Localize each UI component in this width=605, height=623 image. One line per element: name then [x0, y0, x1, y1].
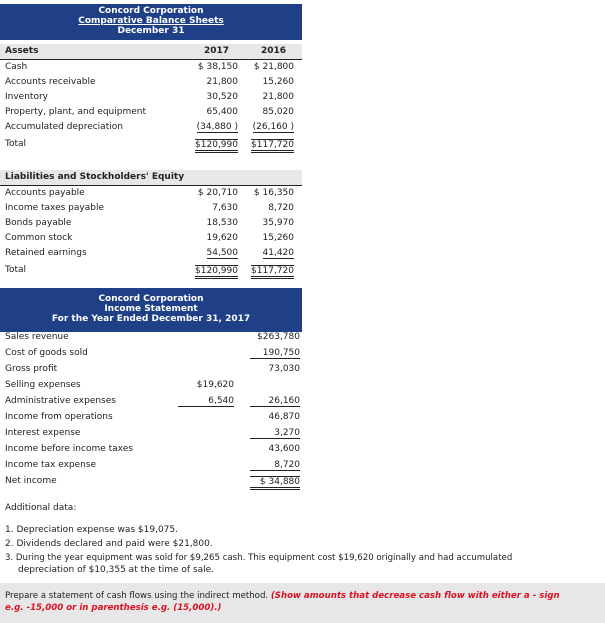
bs-value-2016: $ 16,350 — [253, 188, 294, 198]
is-row-label: Interest expense — [5, 428, 81, 438]
bs-row-label: Inventory — [5, 92, 48, 102]
bs-total-2016: $117,720 — [251, 265, 294, 279]
is-row-label: Cost of goods sold — [5, 348, 88, 358]
bs-value-2017: 65,400 — [206, 107, 238, 117]
is-inner-value: 6,540 — [178, 396, 234, 407]
bs-value-2017: 21,800 — [206, 77, 238, 87]
bs-row-label: Retained earnings — [5, 248, 87, 258]
bs-value-2017: 30,520 — [206, 92, 238, 102]
liab-header-row — [0, 170, 302, 186]
bs-row — [0, 233, 302, 247]
bs-row — [0, 77, 302, 91]
bs-value-2017: 7,630 — [212, 203, 238, 213]
is-row — [0, 348, 302, 362]
is-outer-value: 46,870 — [268, 412, 300, 422]
bs-company: Concord Corporation — [98, 6, 204, 16]
is-row — [0, 396, 302, 410]
bs-row-label: Common stock — [5, 233, 73, 243]
bs-total-row — [0, 139, 302, 153]
liabilities-section — [0, 170, 302, 285]
bs-value-2017: $ 20,710 — [197, 188, 238, 198]
is-outer-value: 73,030 — [268, 364, 300, 374]
liab-header: Liabilities and Stockholders' Equity — [5, 172, 185, 182]
additional-item-3: 3. During the year equipment was sold for $9,265 cash. This equipment cost $19,620 originally and had accumulated — [5, 553, 513, 563]
bs-value-2017: (34,880 ) — [196, 122, 238, 132]
is-title: Income Statement — [104, 304, 198, 314]
bs-value-2016: 15,260 — [262, 233, 294, 243]
assets-header: Assets — [5, 46, 39, 56]
income-statement — [0, 288, 302, 493]
bs-row-label: Accounts receivable — [5, 77, 96, 87]
additional-item-1: 1. Depreciation expense was $19,075. — [5, 525, 178, 535]
bs-row — [0, 203, 302, 217]
is-row — [0, 412, 302, 426]
is-row — [0, 444, 302, 458]
is-row — [0, 476, 302, 490]
year-2016-header: 2016 — [260, 46, 286, 56]
is-row-label: Income from operations — [5, 412, 113, 422]
is-row-label: Gross profit — [5, 364, 58, 374]
bs-total-label: Total — [5, 265, 27, 275]
bs-date: December 31 — [117, 26, 185, 36]
instruction-text: Prepare a statement of cash flows using the indirect method. — [5, 591, 269, 601]
bs-total-label: Total — [5, 139, 27, 149]
bs-total-2017: $120,990 — [195, 139, 238, 153]
balance-sheet — [0, 4, 302, 154]
is-row — [0, 332, 302, 346]
bs-row — [0, 62, 302, 76]
bs-row-label: Accounts payable — [5, 188, 85, 198]
bs-row — [0, 218, 302, 232]
bs-row — [0, 188, 302, 202]
bs-value-2016: 41,420 — [262, 248, 294, 258]
is-inner-value: $19,620 — [196, 380, 234, 390]
bs-row-label: Cash — [5, 62, 28, 72]
is-row-label: Administrative expenses — [5, 396, 116, 406]
is-outer-value: 190,750 — [250, 348, 300, 359]
is-row — [0, 428, 302, 442]
is-row — [0, 460, 302, 474]
bs-total-row — [0, 265, 302, 279]
bs-value-2017: $ 38,150 — [197, 62, 238, 72]
additional-item-2: 2. Dividends declared and paid were $21,800. — [5, 539, 213, 549]
bs-row — [0, 248, 302, 262]
year-2017-header: 2017 — [203, 46, 229, 56]
is-row-label: Net income — [5, 476, 57, 486]
instruction-hint-2: e.g. -15,000 or in parenthesis e.g. (15,000).) — [5, 603, 222, 613]
bs-value-2016: 8,720 — [268, 203, 294, 213]
is-outer-value: 43,600 — [268, 444, 300, 454]
bs-row — [0, 122, 302, 136]
bs-row-label: Income taxes payable — [5, 203, 104, 213]
is-row-label: Income before income taxes — [5, 444, 133, 454]
is-row-label: Sales revenue — [5, 332, 69, 342]
bs-row-label: Bonds payable — [5, 218, 72, 228]
instruction-hint-1: (Show amounts that decrease cash flow with either a - sign — [270, 591, 560, 601]
is-outer-value: 8,720 — [250, 460, 300, 471]
instruction-panel — [0, 583, 605, 623]
is-row — [0, 364, 302, 378]
assets-header-row — [0, 44, 302, 60]
is-period: For the Year Ended December 31, 2017 — [51, 314, 251, 324]
is-row — [0, 380, 302, 394]
bs-value-2016: 35,970 — [262, 218, 294, 228]
is-company: Concord Corporation — [98, 294, 204, 304]
bs-title: Comparative Balance Sheets — [78, 16, 224, 26]
is-outer-value: $263,780 — [257, 332, 300, 342]
is-outer-value: 3,270 — [250, 428, 300, 439]
bs-value-2016: (26,160 ) — [252, 122, 294, 132]
additional-title: Additional data: — [5, 503, 77, 513]
bs-value-2017: 54,500 — [206, 248, 238, 258]
is-outer-value: $ 34,880 — [250, 476, 300, 490]
bs-row — [0, 107, 302, 121]
bs-value-2016: 21,800 — [262, 92, 294, 102]
bs-row — [0, 92, 302, 106]
bs-value-2016: 85,020 — [262, 107, 294, 117]
bs-row-label: Property, plant, and equipment — [5, 107, 146, 117]
bs-total-2017: $120,990 — [195, 265, 238, 279]
balance-sheet-header — [0, 4, 302, 40]
is-outer-value: 26,160 — [250, 396, 300, 407]
bs-total-2016: $117,720 — [251, 139, 294, 153]
bs-value-2016: $ 21,800 — [253, 62, 294, 72]
instruction-line-1 — [5, 591, 560, 601]
income-statement-header — [0, 288, 302, 332]
bs-row-label: Accumulated depreciation — [5, 122, 123, 132]
additional-item-3-cont: depreciation of $10,355 at the time of sale. — [18, 565, 215, 575]
bs-value-2017: 18,530 — [206, 218, 238, 228]
is-row-label: Income tax expense — [5, 460, 97, 470]
bs-value-2016: 15,260 — [262, 77, 294, 87]
is-row-label: Selling expenses — [5, 380, 81, 390]
bs-value-2017: 19,620 — [206, 233, 238, 243]
